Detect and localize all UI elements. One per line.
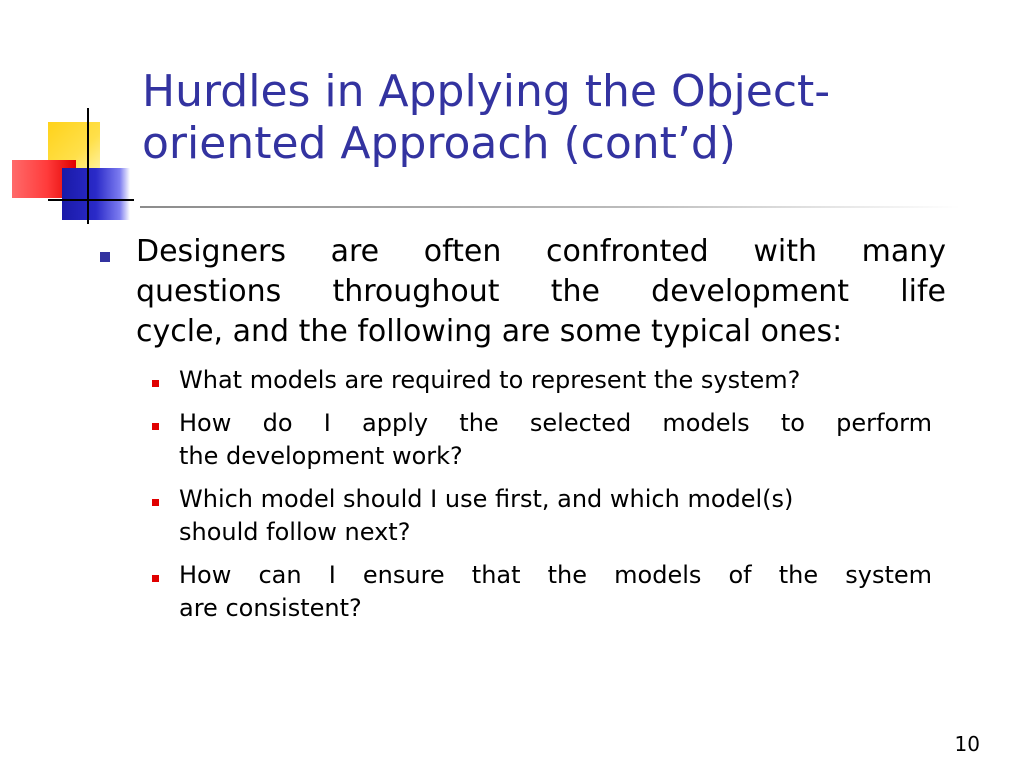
- sub-bullet-item: [152, 483, 932, 549]
- sub-bullet-line: What models are required to represent the system?: [179, 366, 801, 394]
- sub-bullet-text: [179, 364, 932, 397]
- sub-bullet-square-icon: [152, 380, 159, 387]
- main-bullet-line: Designers are often confronted with many: [136, 234, 946, 269]
- sub-bullet-item: [152, 407, 932, 473]
- logo-blue-square: [62, 168, 130, 220]
- page-number: 10: [954, 732, 980, 756]
- decorative-logo: [0, 0, 150, 240]
- sub-bullet-line: should follow next?: [179, 518, 411, 546]
- logo-vertical-line: [87, 108, 89, 224]
- bullet-square-icon: [100, 252, 110, 262]
- slide-body: [100, 232, 960, 635]
- sub-bullet-text: [179, 559, 932, 625]
- main-bullet: [100, 232, 946, 352]
- logo-horizontal-line: [48, 199, 134, 201]
- sub-bullet-item: [152, 364, 932, 397]
- sub-bullet-line: How can I ensure that the models of the system: [179, 561, 932, 589]
- sub-bullet-line: How do I apply the selected models to perform: [179, 409, 932, 437]
- slide-title: [142, 66, 982, 170]
- title-line-2: oriented Approach (cont’d): [142, 118, 736, 169]
- sub-bullet-list: [152, 364, 932, 625]
- sub-bullet-square-icon: [152, 499, 159, 506]
- sub-bullet-line: the development work?: [179, 442, 463, 470]
- main-bullet-text: [136, 232, 946, 352]
- sub-bullet-line: Which model should I use first, and which model(s): [179, 485, 794, 513]
- title-underline: [140, 206, 960, 208]
- sub-bullet-line: are consistent?: [179, 594, 362, 622]
- main-bullet-line: cycle, and the following are some typical ones:: [136, 314, 843, 349]
- main-bullet-line: questions throughout the development life: [136, 274, 946, 309]
- sub-bullet-text: [179, 483, 932, 549]
- sub-bullet-text: [179, 407, 932, 473]
- title-line-1: Hurdles in Applying the Object-: [142, 66, 831, 117]
- sub-bullet-square-icon: [152, 423, 159, 430]
- sub-bullet-square-icon: [152, 575, 159, 582]
- sub-bullet-item: [152, 559, 932, 625]
